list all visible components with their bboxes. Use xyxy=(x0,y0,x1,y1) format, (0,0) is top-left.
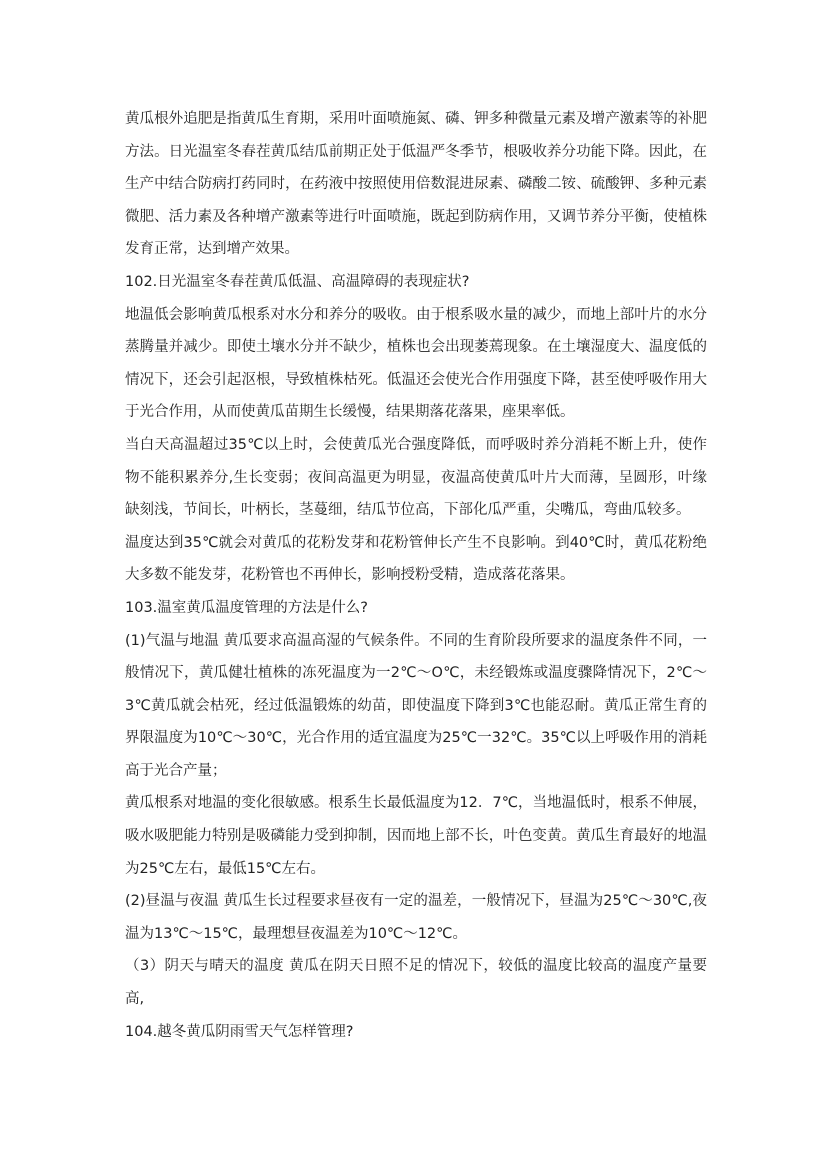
paragraph-air-soil-temperature: (1)气温与地温 黄瓜要求高温高湿的气候条件。不同的生育阶段所要求的温度条件不同，一般情况下，黄瓜健壮植株的冻死温度为一2℃～O℃，未经锻炼或温度骤降情况下，2℃～3℃黄瓜就会枯死，经过低温锻炼的幼苗，即使温度下降到3℃也能忍耐。黄瓜正常生育的界限温度为10℃～30℃，光合作用的适宜温度为25℃一32℃。35℃以上呼吸作用的消耗高于光合产量； xyxy=(125,632,707,779)
question-104-heading: 104.越冬黄瓜阴雨雪天气怎样管理? xyxy=(125,1023,354,1040)
paragraph-pollen-temperature: 温度达到35℃就会对黄瓜的花粉发芽和花粉管伸长产生不良影响。到40℃时，黄瓜花粉绝大多数不能发芽，花粉管也不再伸长，影响授粉受精，造成落花落果。 xyxy=(125,534,707,584)
paragraph-high-temperature: 当白天高温超过35℃以上时，会使黄瓜光合强度降低，而呼吸时养分消耗不断上升，使作物不能积累养分,生长变弱；夜间高温更为明显，夜温高使黄瓜叶片大而薄，呈圆形，叶缘缺刻浅，节间长，叶柄长，茎蔓细，结瓜节位高，下部化瓜严重，尖嘴瓜，弯曲瓜较多。 xyxy=(125,436,707,519)
paragraph-root-soil-temperature: 黄瓜根系对地温的变化很敏感。根系生长最低温度为12．7℃，当地温低时，根系不伸展，吸水吸肥能力特别是吸磷能力受到抑制，因而地上部不长，叶色变黄。黄瓜生育最好的地温为25℃左右，最低15℃左右。 xyxy=(125,795,707,877)
question-103-heading: 103.温室黄瓜温度管理的方法是什么? xyxy=(125,599,368,616)
paragraph-cloudy-sunny-temperature: （3）阴天与晴天的温度 黄瓜在阴天日照不足的情况下，较低的温度比较高的温度产量要高, xyxy=(125,958,707,1008)
paragraph-low-soil-temperature: 地温低会影响黄瓜根系对水分和养分的吸收。由于根系吸水量的减少，而地上部叶片的水分蒸腾量并减少。即使土壤水分并不缺少，植株也会出现萎蔫现象。在土壤湿度大、温度低的情况下，还会引起沤根，导致植株枯死。低温还会使光合作用强度下降，甚至使呼吸作用大于光合作用，从而使黄瓜苗期生长缓慢，结果期落花落果，座果率低。 xyxy=(125,306,707,421)
paragraph-day-night-temperature: (2)昼温与夜温 黄瓜生长过程要求昼夜有一定的温差，一般情况下，昼温为25℃～30℃,夜温为13℃～15℃，最理想昼夜温差为10℃～12℃。 xyxy=(125,893,707,942)
question-102-heading: 102.日光温室冬春茬黄瓜低温、高温障碍的表现症状? xyxy=(125,273,470,290)
paragraph-foliar-fertilizer: 黄瓜根外追肥是指黄瓜生育期，采用叶面喷施氮、磷、钾多种微量元素及增产激素等的补肥方法。日光温室冬春茬黄瓜结瓜前期正处于低温严冬季节，根吸收养分功能下降。因此，在生产中结合防病打药同时，在药液中按照使用倍数混进尿素、磷酸二铵、硫酸钾、多种元素微肥、活力素及各种增产激素等进行叶面喷施，既起到防病作用，又调节养分平衡，使植株发育正常，达到增产效果。 xyxy=(125,111,707,258)
